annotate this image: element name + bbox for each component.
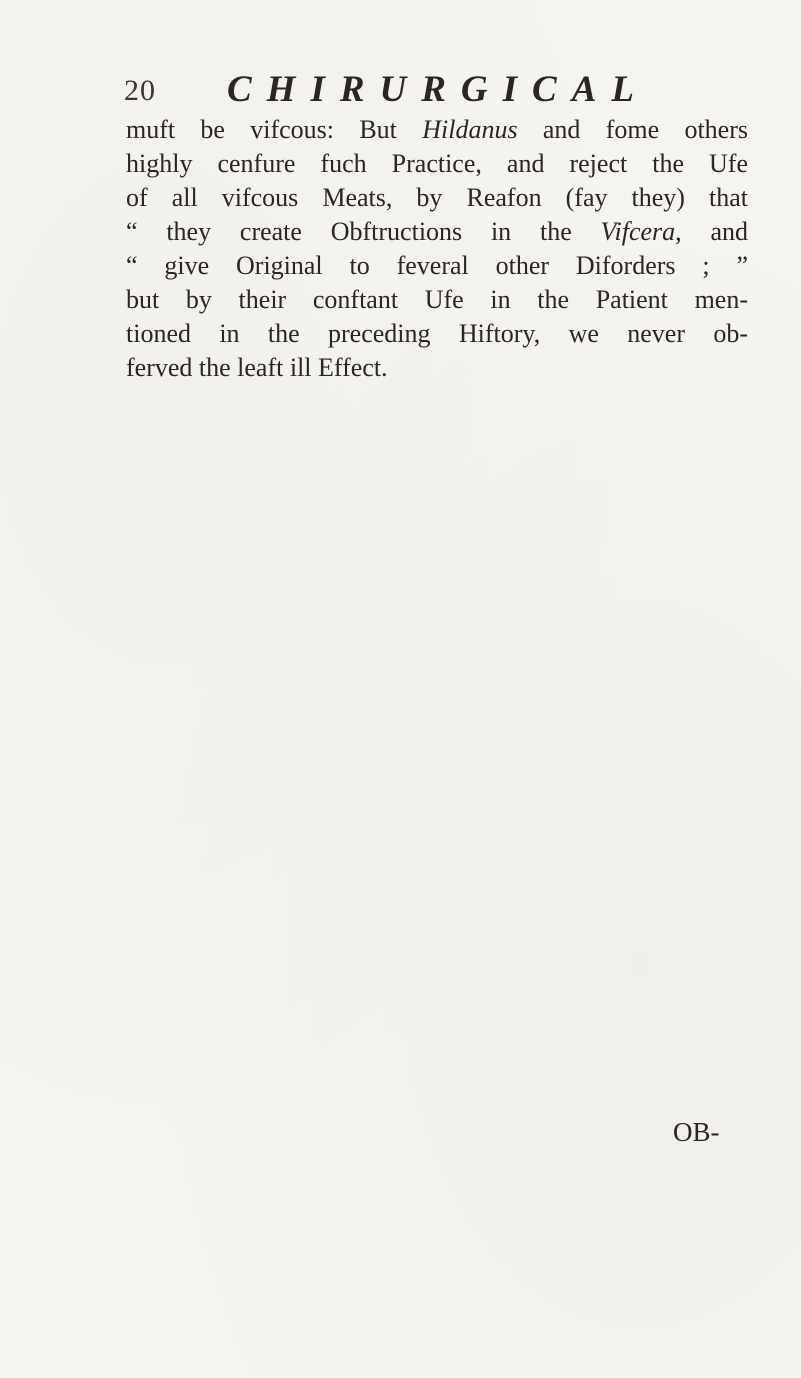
text-segment: and fome others	[517, 115, 748, 144]
body-paragraph	[126, 113, 748, 385]
text-segment: of all vifcous Meats, by Reafon (fay they) that	[126, 183, 748, 212]
text-segment: but by their conftant Ufe in the Patient men-	[126, 285, 748, 314]
text-segment: “ they create Obftructions in the	[126, 217, 601, 246]
text-segment: , and	[675, 217, 748, 246]
page-number: 20	[124, 74, 156, 107]
text-line	[126, 147, 748, 181]
running-head	[124, 68, 701, 112]
text-segment-italic: Hildanus	[422, 115, 518, 144]
text-segment: muft be vifcous: But	[126, 115, 423, 144]
text-line	[126, 249, 748, 283]
text-segment: highly cenfure fuch Practice, and reject the Ufe	[126, 149, 748, 178]
text-segment: tioned in the preceding Hiftory, we never ob-	[126, 319, 748, 348]
text-line	[126, 283, 748, 317]
text-line	[126, 181, 748, 215]
text-segment: “ give Original to feveral other Diforders ; ”	[126, 251, 748, 280]
text-segment: ferved the leaft ill Effect.	[126, 353, 388, 382]
text-line	[126, 351, 748, 385]
text-line	[126, 317, 748, 351]
catchword: OB-	[673, 1117, 720, 1147]
text-segment-italic: Vifcera	[600, 217, 676, 246]
text-line	[126, 215, 748, 249]
running-title: CHIRURGICAL	[227, 69, 650, 110]
text-line	[126, 113, 748, 147]
